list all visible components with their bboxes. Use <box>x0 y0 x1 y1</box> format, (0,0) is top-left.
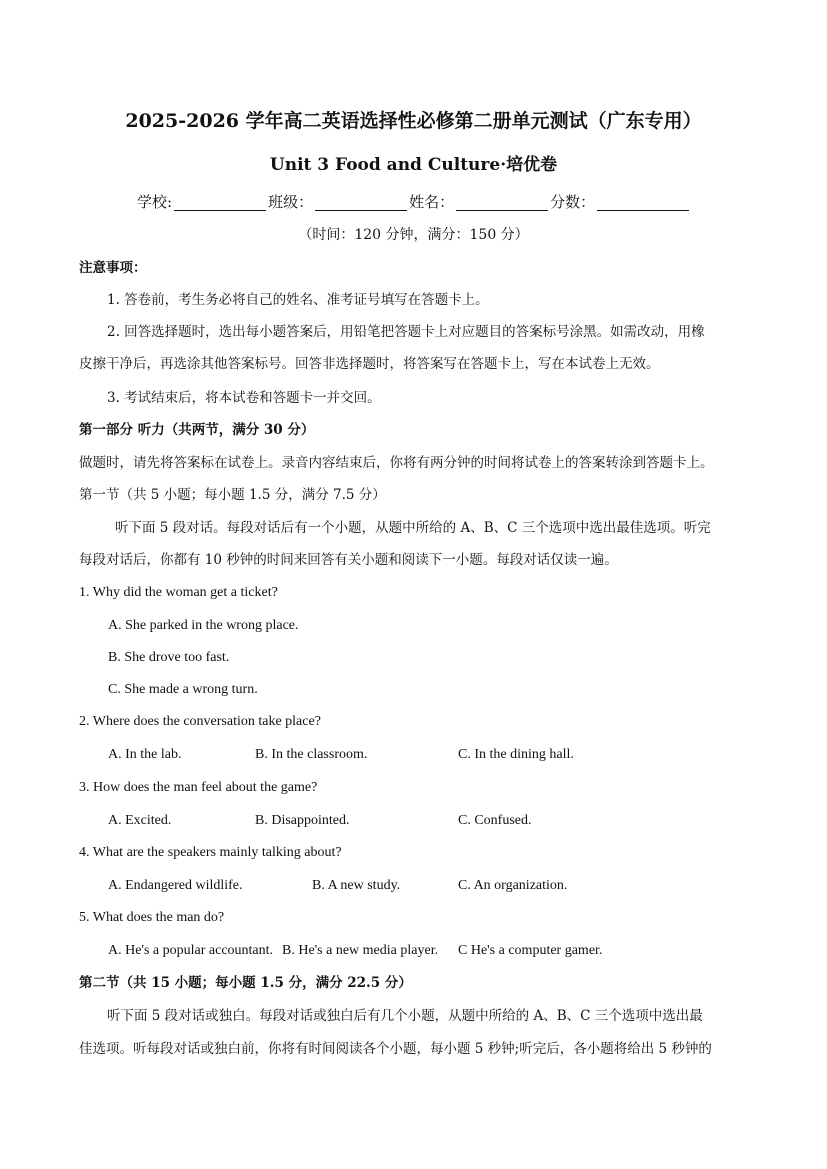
name-blank[interactable] <box>456 196 548 211</box>
section1-instr-2: 每段对话后，你都有 10 秒钟的时间来回答有关小题和阅读下一小题。每段对话仅读一遍。 <box>79 552 618 568</box>
option-3b: B. Disappointed. <box>255 813 350 828</box>
option-5b: B. He's a new media player. <box>282 943 439 958</box>
option-5a: A. He's a popular accountant. <box>108 943 274 958</box>
question-2: 2. Where does the conversation take place? <box>79 714 321 729</box>
exam-title: 2025-2026 学年高二英语选择性必修第二册单元测试（广东专用） <box>125 110 702 132</box>
name-label: 姓名： <box>409 193 455 211</box>
section2-instr-1: 听下面 5 段对话或独白。每段对话或独白后有几个小题，从题中所给的 A、B、C 三个选项中选出最 <box>107 1008 703 1024</box>
time-info: （时间：120 分钟，满分：150 分） <box>298 227 529 243</box>
class-label: 班级： <box>268 193 314 211</box>
note-1: 1. 答卷前，考生务必将自己的姓名、准考证号填写在答题卡上。 <box>107 292 489 308</box>
option-1b: B. She drove too fast. <box>108 650 230 665</box>
option-1a: A. She parked in the wrong place. <box>108 618 299 633</box>
part1-heading: 第一部分 听力（共两节，满分 30 分） <box>79 422 315 438</box>
option-3a: A. Excited. <box>108 813 172 828</box>
section1-instr-1: 听下面 5 段对话。每段对话后有一个小题，从题中所给的 A、B、C 三个选项中选出最佳选项。听完 <box>115 520 711 536</box>
score-label: 分数： <box>550 193 596 211</box>
option-4b: B. A new study. <box>312 878 401 893</box>
school-label: 学校: <box>137 193 173 211</box>
option-1c: C. She made a wrong turn. <box>108 682 258 697</box>
section1-heading: 第一节（共 5 小题；每小题 1.5 分，满分 7.5 分） <box>79 487 386 503</box>
school-blank[interactable] <box>174 196 266 211</box>
question-3: 3. How does the man feel about the game? <box>79 780 318 795</box>
option-2b: B. In the classroom. <box>255 747 368 762</box>
note-3: 3. 考试结束后，将本试卷和答题卡一并交回。 <box>107 390 381 406</box>
option-4c: C. An organization. <box>458 878 568 893</box>
score-blank[interactable] <box>597 196 689 211</box>
question-1: 1. Why did the woman get a ticket? <box>79 585 278 600</box>
notes-heading: 注意事项： <box>79 260 147 276</box>
note-2: 2. 回答选择题时，选出每小题答案后，用铅笔把答题卡上对应题目的答案标号涂黑。如需改动，用橡 <box>107 324 705 340</box>
option-4a: A. Endangered wildlife. <box>108 878 243 893</box>
question-5: 5. What does the man do? <box>79 910 225 925</box>
option-2a: A. In the lab. <box>108 747 182 762</box>
part1-instruction: 做题时，请先将答案标在试卷上。录音内容结束后，你将有两分钟的时间将试卷上的答案转涂到答题卡上。 <box>79 455 714 471</box>
class-blank[interactable] <box>315 196 407 211</box>
option-3c: C. Confused. <box>458 813 532 828</box>
option-5c: C He's a computer gamer. <box>458 943 603 958</box>
question-4: 4. What are the speakers mainly talking about? <box>79 845 342 860</box>
note-2-cont: 皮擦干净后，再选涂其他答案标号。回答非选择题时，将答案写在答题卡上，写在本试卷上无效。 <box>79 356 660 372</box>
section2-instr-2: 佳选项。听每段对话或独白前，你将有时间阅读各个小题，每小题 5 秒钟;听完后，各小题将给出 5 秒钟的 <box>79 1041 712 1057</box>
exam-subtitle: Unit 3 Food and Culture·培优卷 <box>269 155 558 175</box>
info-fields <box>137 193 691 211</box>
option-2c: C. In the dining hall. <box>458 747 574 762</box>
section2-heading: 第二节（共 15 小题；每小题 1.5 分，满分 22.5 分） <box>79 975 412 991</box>
